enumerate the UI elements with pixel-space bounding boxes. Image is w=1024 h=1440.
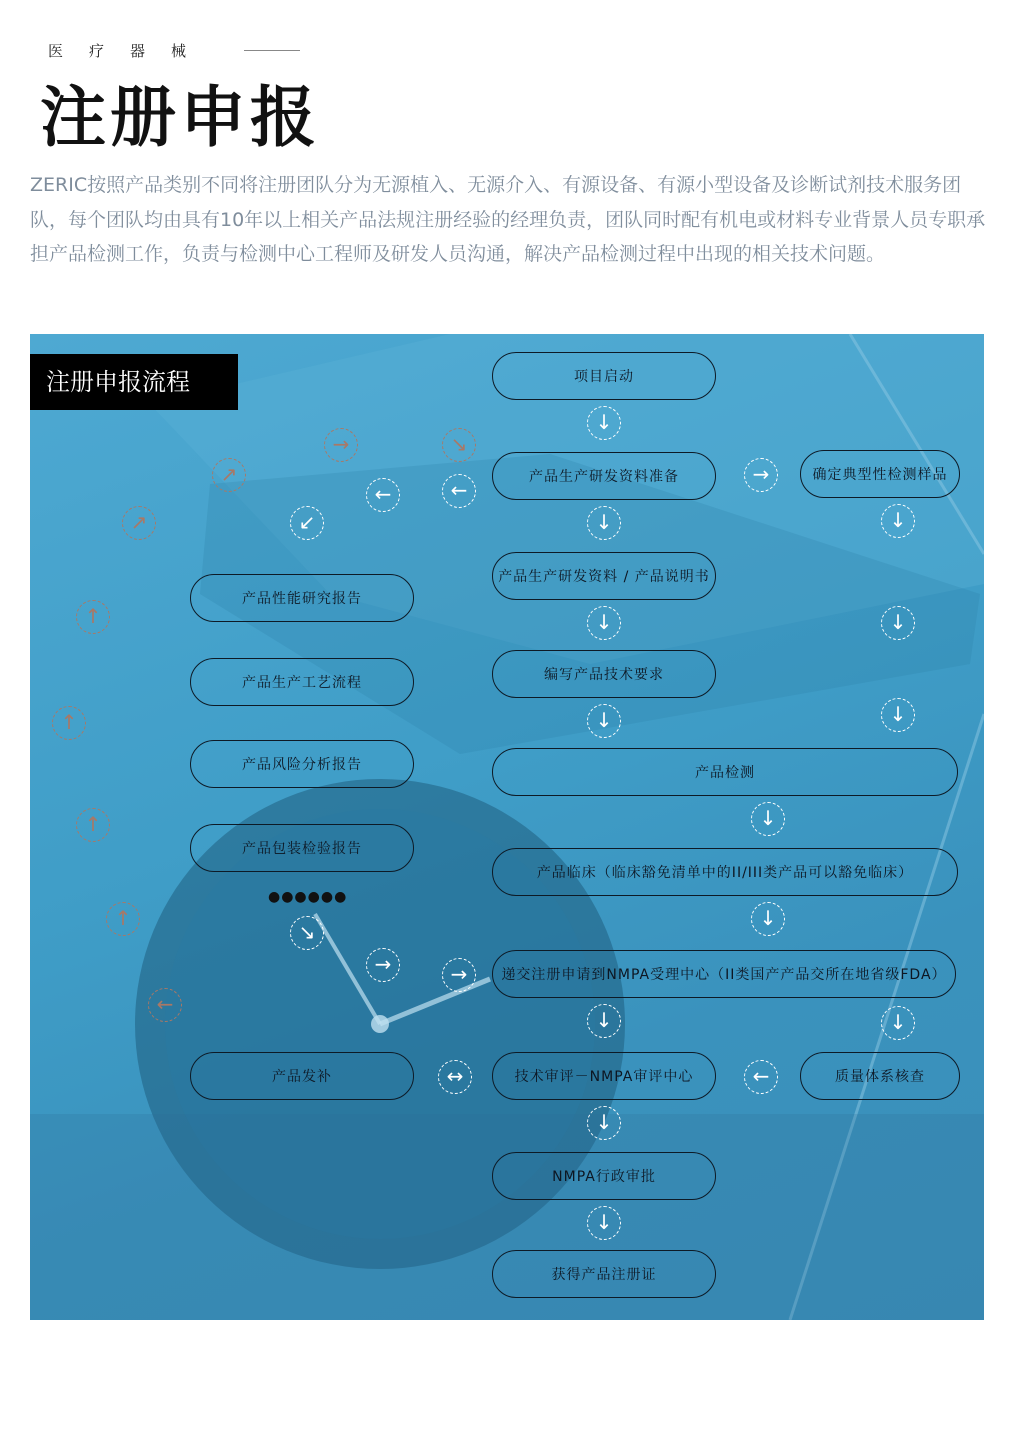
intro-paragraph: ZERIC按照产品类别不同将注册团队分为无源植入、无源介入、有源设备、有源小型设备及诊断试剂技术服务团队，每个团队均由具有10年以上相关产品法规注册经验的经理负责，团队同时配有机电或材料专业背景人员专职承担产品检测工作，负责与检测中心工程师及研发人员沟通，解决产品检测过程中出现的相关技术问题。 bbox=[30, 174, 986, 265]
arrow-down-icon: ↓ bbox=[881, 698, 915, 732]
step-submit-nmpa: 递交注册申请到NMPA受理中心（II类国产产品交所在地省级FDA） bbox=[492, 950, 956, 998]
arrow-right-icon: → bbox=[442, 958, 476, 992]
step-product-testing: 产品检测 bbox=[492, 748, 958, 796]
step-process-flow: 产品生产工艺流程 bbox=[190, 658, 414, 706]
arrow-down-icon: ↓ bbox=[881, 1006, 915, 1040]
process-label: 注册申报流程 bbox=[30, 354, 238, 410]
arrow-down-right-icon: ↘ bbox=[290, 916, 324, 950]
process-panel bbox=[30, 334, 984, 1320]
step-typical-sample: 确定典型性检测样品 bbox=[800, 450, 960, 498]
arrow-left-icon: ← bbox=[366, 478, 400, 512]
arrow-down-icon: ↓ bbox=[587, 406, 621, 440]
arrow-down-icon: ↓ bbox=[587, 506, 621, 540]
faint-arrow-up-right-icon: ↗ bbox=[122, 506, 156, 540]
faint-arrow-down-right-icon: ↘ bbox=[442, 428, 476, 462]
arrow-down-icon: ↓ bbox=[587, 1004, 621, 1038]
bg-watch-center bbox=[371, 1015, 389, 1033]
page-title: 注册申报 bbox=[40, 79, 320, 156]
step-certificate: 获得产品注册证 bbox=[492, 1250, 716, 1298]
faint-arrow-up-icon: ↑ bbox=[52, 706, 86, 740]
arrow-down-icon: ↓ bbox=[587, 606, 621, 640]
step-product-clinical: 产品临床（临床豁免清单中的II/III类产品可以豁免临床） bbox=[492, 848, 958, 896]
faint-arrow-up-left-icon: ← bbox=[148, 988, 182, 1022]
step-packaging-report: 产品包装检验报告 bbox=[190, 824, 414, 872]
arrow-down-icon: ↓ bbox=[587, 704, 621, 738]
arrow-left-icon: ← bbox=[442, 474, 476, 508]
faint-arrow-right-icon: → bbox=[324, 428, 358, 462]
faint-arrow-up-icon: ↑ bbox=[106, 902, 140, 936]
arrow-right-icon: → bbox=[744, 458, 778, 492]
subtitle-divider bbox=[244, 50, 300, 51]
step-qms-check: 质量体系核查 bbox=[800, 1052, 960, 1100]
step-tech-review: 技术审评－NMPA审评中心 bbox=[492, 1052, 716, 1100]
arrow-down-icon: ↓ bbox=[751, 802, 785, 836]
arrow-down-icon: ↓ bbox=[881, 504, 915, 538]
step-rd-docs: 产品生产研发资料 / 产品说明书 bbox=[492, 552, 716, 600]
arrow-down-icon: ↓ bbox=[587, 1206, 621, 1240]
step-risk-report: 产品风险分析报告 bbox=[190, 740, 414, 788]
ellipsis-dots: ●●●●●● bbox=[268, 889, 348, 905]
faint-arrow-up-icon: ↑ bbox=[76, 808, 110, 842]
step-nmpa-approval: NMPA行政审批 bbox=[492, 1152, 716, 1200]
arrow-down-icon: ↓ bbox=[881, 606, 915, 640]
arrow-both-icon: ↔ bbox=[438, 1060, 472, 1094]
arrow-down-icon: ↓ bbox=[751, 902, 785, 936]
step-supplement: 产品发补 bbox=[190, 1052, 414, 1100]
faint-arrow-up-right-icon: ↗ bbox=[212, 458, 246, 492]
arrow-left-icon: ← bbox=[744, 1060, 778, 1094]
arrow-down-left-icon: ↙ bbox=[290, 506, 324, 540]
arrow-down-icon: ↓ bbox=[587, 1106, 621, 1140]
step-performance-report: 产品性能研究报告 bbox=[190, 574, 414, 622]
step-rd-prep: 产品生产研发资料准备 bbox=[492, 452, 716, 500]
section-subtitle: 医疗器械 bbox=[48, 42, 213, 60]
faint-arrow-up-icon: ↑ bbox=[76, 600, 110, 634]
step-project-start: 项目启动 bbox=[492, 352, 716, 400]
step-tech-requirement: 编写产品技术要求 bbox=[492, 650, 716, 698]
arrow-right-icon: → bbox=[366, 948, 400, 982]
